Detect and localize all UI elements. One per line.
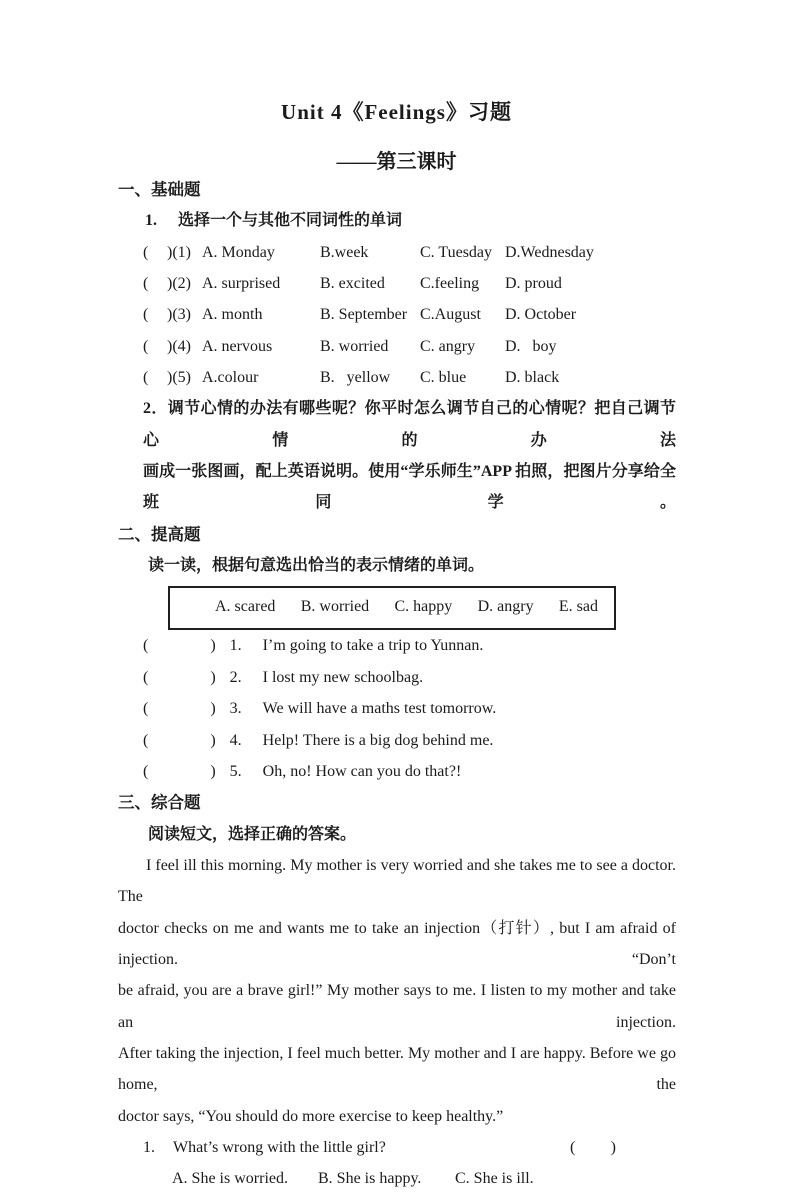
reading-option-c: C. She is ill. — [455, 1170, 534, 1188]
paren-close: ) — [210, 637, 216, 655]
option-b: B.week — [320, 243, 369, 261]
paren-open: ( — [143, 306, 149, 324]
question-1-number: 1. — [145, 212, 157, 230]
section-2-heading: 二、提高题 — [118, 524, 201, 544]
choice-row-4 — [118, 331, 676, 362]
option-d: D. boy — [505, 337, 557, 355]
word-bank-b: B. worried — [300, 598, 370, 616]
word-bank-e: E. sad — [558, 598, 598, 616]
answer-blank — [148, 756, 210, 787]
answer-paren — [570, 1132, 616, 1163]
answer-paren-1 — [143, 237, 202, 268]
word-bank-box — [168, 586, 616, 630]
paren-open: ( — [143, 243, 149, 261]
question-number: 1. — [143, 1138, 155, 1156]
option-d: D.Wednesday — [505, 243, 594, 261]
item-text: Help! There is a big dog behind me. — [262, 731, 494, 749]
passage-line-5: doctor says, “You should do more exercise to keep healthy.” — [118, 1107, 504, 1125]
question-1-text: 选择一个与其他不同词性的单词 — [178, 212, 403, 230]
answer-paren-3 — [143, 299, 202, 330]
passage-line-3: be afraid, you are a brave girl!” My mother says to me. I listen to my mother and take an injection. — [118, 982, 676, 1031]
passage-line-4: After taking the injection, I feel much better. My mother and I are happy. Before we go home, the — [118, 1044, 676, 1094]
reading-question-1 — [118, 1132, 676, 1163]
paren-open: ( — [143, 700, 149, 718]
paren-open: ( — [143, 369, 149, 387]
question-2-line-2: 画成一张图画，配上英语说明。使用“学乐师生”APP 拍照，把图片分享给全班同学。 — [143, 463, 676, 512]
passage-line-1: I feel ill this morning. My mother is very worried and she takes me to see a doctor. The — [118, 856, 676, 906]
option-b: B. yellow — [320, 369, 391, 387]
choice-row-3 — [118, 299, 676, 330]
option-c: C. angry — [420, 337, 476, 355]
reading-option-b: B. She is happy. — [318, 1170, 422, 1188]
passage-line-2: doctor checks on me and wants me to take an injection（打针）, but I am afraid of injection. “Don’t — [118, 919, 676, 968]
document-body — [118, 174, 676, 1195]
section-2-instruction: 读一读，根据句意选出恰当的表示情绪的单词。 — [148, 557, 485, 575]
word-bank-c: C. happy — [394, 598, 453, 616]
row-number: )(4) — [167, 337, 191, 355]
answer-blank — [148, 725, 210, 756]
option-a: A.colour — [202, 369, 259, 387]
item-number: 5. — [229, 762, 242, 780]
row-number: )(2) — [167, 275, 191, 293]
choice-row-2 — [118, 268, 676, 299]
option-d: D. black — [505, 369, 560, 387]
answer-blank — [148, 693, 210, 724]
reading-option-a: A. She is worried. — [172, 1170, 288, 1188]
paren-open: ( — [143, 731, 149, 749]
question-text: What’s wrong with the little girl? — [173, 1138, 386, 1156]
option-d: D. October — [505, 306, 577, 324]
option-b: B. excited — [320, 275, 385, 293]
paren-close: ) — [610, 1138, 616, 1156]
option-a: A. Monday — [202, 243, 275, 261]
option-b: B. September — [320, 306, 408, 324]
item-text: Oh, no! How can you do that?! — [262, 762, 462, 780]
match-item-4 — [118, 725, 676, 756]
option-a: A. nervous — [202, 337, 273, 355]
paren-close: ) — [210, 731, 216, 749]
paren-open: ( — [143, 637, 149, 655]
item-number: 4. — [229, 731, 242, 749]
paren-open: ( — [143, 275, 149, 293]
option-c: C.feeling — [420, 275, 480, 293]
row-number: )(5) — [167, 369, 191, 387]
answer-paren-4 — [143, 331, 202, 362]
section-3-heading: 三、综合题 — [118, 793, 201, 813]
item-text: I lost my new schoolbag. — [262, 668, 424, 686]
option-c: C. blue — [420, 369, 467, 387]
reading-passage — [118, 850, 676, 1132]
paren-close: ) — [210, 762, 216, 780]
option-a: A. month — [202, 306, 263, 324]
item-number: 3. — [229, 700, 242, 718]
match-item-1 — [118, 630, 676, 661]
item-number: 2. — [229, 668, 242, 686]
question-1-prompt — [118, 205, 676, 236]
page-subtitle: ——第三课时 — [336, 151, 457, 173]
item-text: We will have a maths test tomorrow. — [262, 700, 497, 718]
paren-close: ) — [210, 668, 216, 686]
choice-row-5 — [118, 362, 676, 393]
match-item-3 — [118, 693, 676, 724]
section-3-instruction: 阅读短文，选择正确的答案。 — [148, 825, 357, 843]
answer-paren-5 — [143, 362, 202, 393]
row-number: )(1) — [167, 243, 191, 261]
word-bank-a: A. scared — [215, 598, 276, 616]
answer-blank — [148, 630, 210, 661]
option-c: C. Tuesday — [420, 243, 493, 261]
choice-row-1 — [118, 237, 676, 268]
row-number: )(3) — [167, 306, 191, 324]
paren-close: ) — [210, 700, 216, 718]
item-text: I’m going to take a trip to Yunnan. — [262, 637, 484, 655]
word-bank-d: D. angry — [477, 598, 534, 616]
answer-paren-2 — [143, 268, 202, 299]
paren-open: ( — [143, 337, 149, 355]
paren-open: ( — [143, 668, 149, 686]
section-1-heading: 一、基础题 — [118, 180, 201, 199]
match-item-5 — [118, 756, 676, 787]
option-d: D. proud — [505, 275, 562, 293]
paren-open: ( — [143, 762, 149, 780]
option-a: A. surprised — [202, 275, 281, 293]
reading-options-row — [118, 1163, 676, 1194]
option-b: B. worried — [320, 337, 389, 355]
option-c: C.August — [420, 306, 481, 324]
match-item-2 — [118, 662, 676, 693]
item-number: 1. — [229, 637, 242, 655]
question-2-line-1: 2．调节心情的办法有哪些呢？你平时怎么调节自己的心情呢？把自己调节心情的办法 — [143, 400, 676, 449]
page-title: Unit 4《Feelings》习题 — [281, 100, 512, 124]
paren-open: ( — [570, 1138, 576, 1156]
answer-blank — [148, 662, 210, 693]
